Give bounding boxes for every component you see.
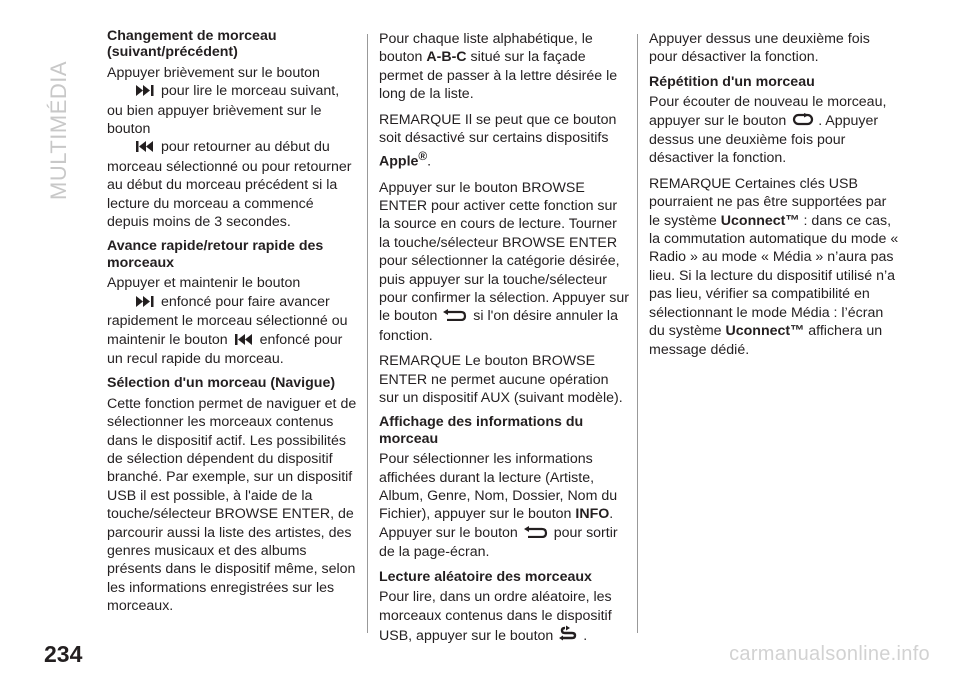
section-side-label: MULTIMÉDIA — [46, 60, 71, 200]
column-1 — [107, 28, 357, 623]
shuffle-icon — [559, 625, 581, 646]
paragraph-fast-forward-rewind: Appuyer et maintenir le bouton enfoncé pour faire avancer rapidement le morceau sélectionné ou maintenir le bouton enfoncé pour un recul rapide du morceau. — [107, 275, 348, 367]
paragraph-browse-enter: Appuyer sur le bouton BROWSE ENTER pour activer cette fonction sur la source en cours de lecture. Tourner la touche/sélecteur BROWSE ENTER pour sélectionner la catégorie désirée, puis appuyer sur la touche/sélecteur pour confirmer la sélection. Appuyer sur le bouton si l'on désire annuler la fonction. — [379, 179, 629, 344]
back-arrow-icon — [524, 525, 548, 543]
paragraph-shuffle: Pour lire, dans un ordre aléatoire, les morceaux contenus dans le dispositif USB, appuyer sur le bouton . — [379, 588, 629, 646]
column-divider — [637, 34, 638, 633]
note-apple: REMARQUE Il se peut que ce bouton soit désactivé sur certains dispositifs Apple®. — [379, 111, 617, 171]
paragraph-alphabetic-list: Pour chaque liste alphabétique, le bouton A-B-C situé sur la façade permet de passer à la lettre désirée le long de la liste. — [379, 31, 618, 103]
paragraph-deactivate: Appuyer dessus une deuxième fois pour désactiver la fonction. — [649, 31, 870, 66]
next-track-icon — [135, 294, 155, 312]
previous-track-icon — [135, 139, 155, 157]
watermark: carmanualsonline.info — [729, 643, 930, 665]
column-divider — [367, 34, 368, 633]
heading-shuffle: Lecture aléatoire des morceaux — [379, 568, 592, 585]
repeat-icon — [792, 113, 816, 131]
page-number: 234 — [44, 641, 83, 667]
column-3 — [649, 28, 899, 366]
paragraph-track-info: Pour sélectionner les informations affichées durant la lecture (Artiste, Album, Genre, Nom, Dossier, Nom du Fichier), appuyer sur le bouton INFO. Appuyer sur le bouton pour sortir de la page-écran. — [379, 451, 618, 561]
heading-track-change: Changement de morceau (suivant/précédent) — [107, 28, 277, 61]
heading-fast-forward-rewind: Avance rapide/retour rapide des morceaux — [107, 238, 324, 271]
info-key-label: INFO — [575, 506, 610, 523]
previous-track-icon — [234, 332, 254, 350]
paragraph-track-change: Appuyer brièvement sur le bouton pour lire le morceau suivant, ou bien appuyer brièvement sur le bouton pour retourner au début du morceau sélectionné ou pour retourner au début du morceau précédent si la lecture du morceau a commencé depuis moins de 3 secondes. — [107, 64, 352, 231]
paragraph-repeat: Pour écouter de nouveau le morceau, appuyer sur le bouton . Appuyer dessus une deuxième fois pour désactiver la fonction. — [649, 94, 887, 167]
note-usb-keys: REMARQUE Certaines clés USB pourraient ne pas être supportées par le système Uconnect™ : dans ce cas, la commutation automatique du mode « Radio » au mode « Média » n’aura pas lieu. Si la lecture du dispositif utilisé n’a pas lieu, vérifier sa compatibilité en sélectionnant le mode Média : l’écran du système Uconnect™ affichera un message dédié. — [649, 175, 899, 358]
paragraph-track-selection: Cette fonction permet de naviguer et de sélectionner les morceaux contenus dans le dispositif actif. Les possibilités de sélection dépendent du dispositif branché. Par exemple, sur un dispositif USB il est possible, à l'aide de la touche/sélecteur BROWSE ENTER, de parcourir aussi la liste des artistes, des genres musicaux et des albums présents dans le dispositif même, selon les informations enregistrées sur les morceaux. — [107, 395, 357, 615]
abc-key-label: A-B-C — [426, 49, 467, 66]
heading-repeat: Répétition d'un morceau — [649, 73, 815, 90]
next-track-icon — [135, 83, 155, 101]
back-arrow-icon — [443, 308, 467, 326]
heading-track-info: Affichage des informations du morceau — [379, 414, 584, 447]
column-2 — [379, 28, 629, 653]
note-aux: REMARQUE Le bouton BROWSE ENTER ne permet aucune opération sur un dispositif AUX (suivant modèle). — [379, 353, 623, 407]
heading-track-selection: Sélection d'un morceau (Navigue) — [107, 375, 336, 392]
